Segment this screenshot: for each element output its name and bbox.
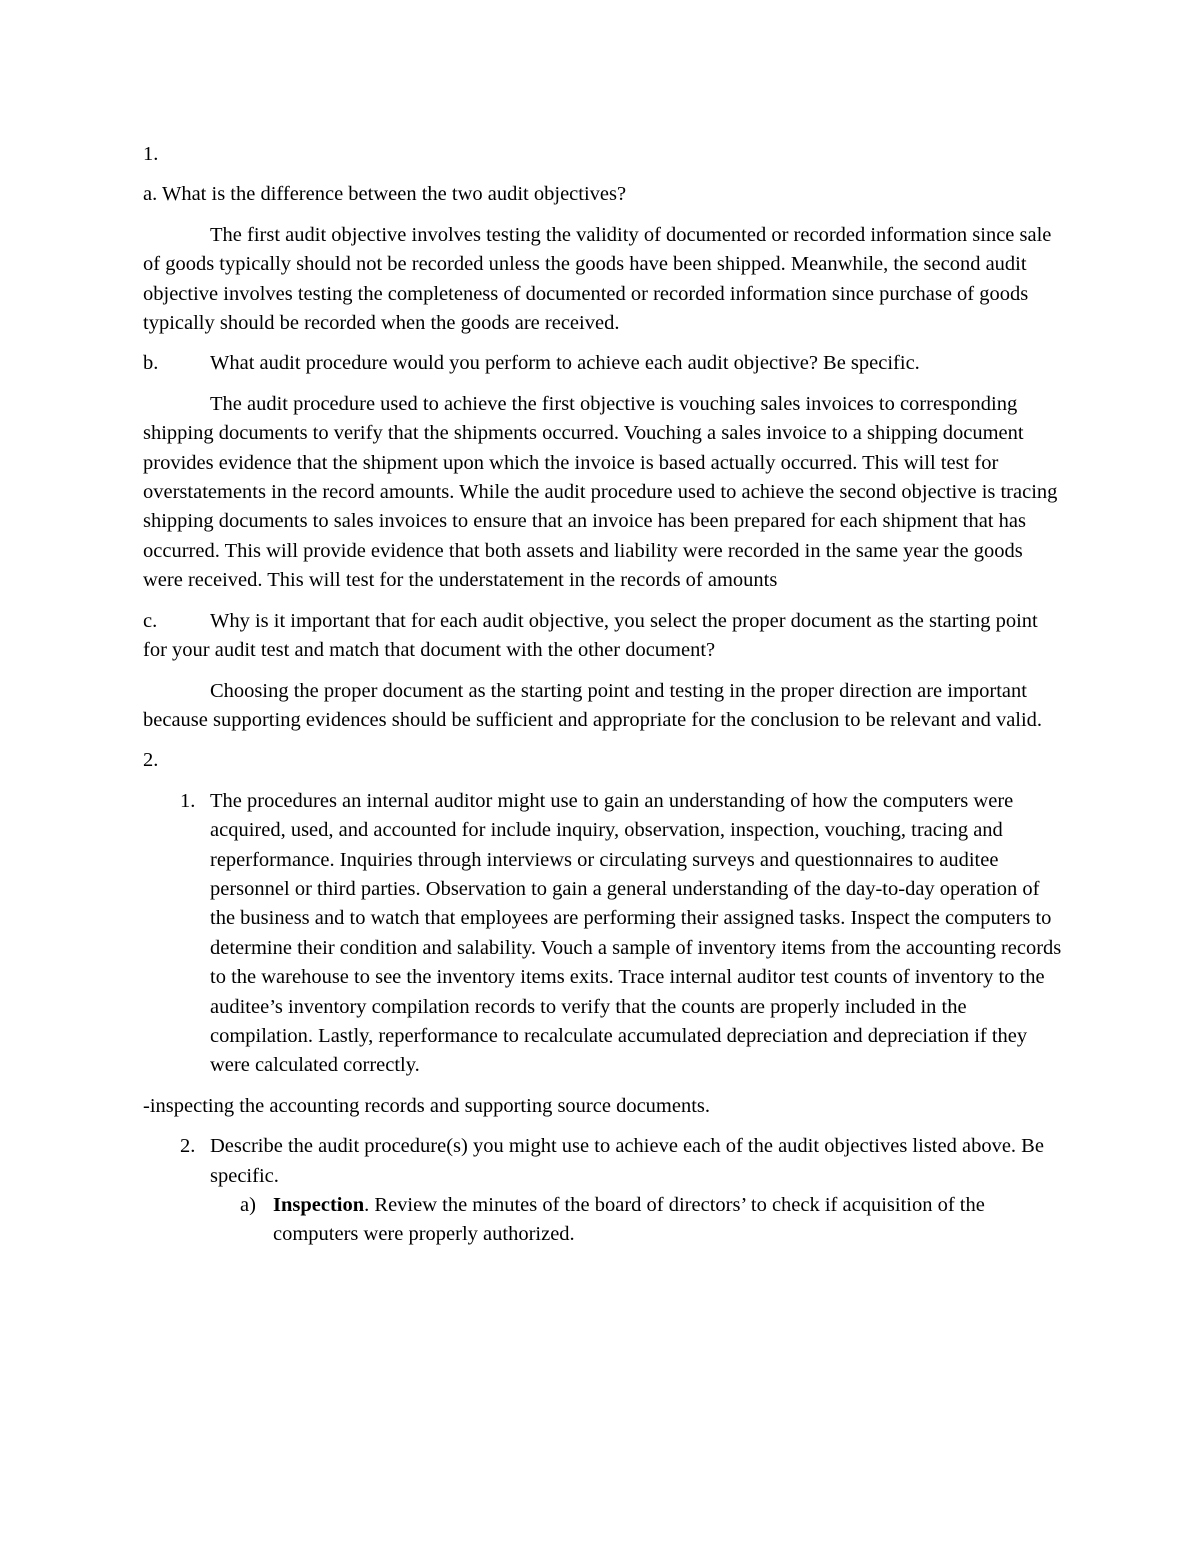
item-2-text: Describe the audit procedure(s) you might use to achieve each of the audit objectives listed above. Be specific.	[210, 1135, 1044, 1187]
sub-a-label: a)	[240, 1194, 256, 1216]
question-2-item-2	[143, 1132, 1063, 1191]
item-2-label: 2.	[180, 1135, 196, 1158]
question-1-number: 1.	[143, 143, 159, 165]
item-2-sub-a	[210, 1191, 1063, 1250]
question-1b-label: b.	[143, 352, 159, 375]
question-1c	[143, 607, 1063, 666]
question-1b	[143, 349, 1063, 378]
question-2-number: 2.	[143, 749, 159, 772]
sub-a-title: Inspection	[273, 1194, 365, 1216]
question-1c-text: Why is it important that for each audit objective, you select the proper document as the starting point for your audit test and match that document with the other document?	[143, 609, 1038, 662]
question-1c-label: c.	[143, 609, 158, 632]
answer-1c-text: Choosing the proper document as the starting point and testing in the proper direction are important because supporting evidences should be sufficient and appropriate for the conclusion to be relevant and valid.	[143, 679, 1043, 731]
document-page	[143, 140, 1063, 1250]
question-1a-text: a. What is the difference between the two audit objectives?	[143, 183, 627, 206]
note-text: -inspecting the accounting records and supporting source documents.	[143, 1094, 711, 1117]
question-1b-text: What audit procedure would you perform to achieve each audit objective? Be specific.	[210, 352, 920, 375]
answer-1a-text: The first audit objective involves testing the validity of documented or recorded information since sale of goods typically should not be recorded unless the goods have been shipped. Meanwhile, the second audit objective involves testing the completeness of documented or recorded information since purchase of goods typically should be recorded when the goods are received.	[143, 223, 1052, 335]
item-1-label: 1.	[180, 789, 196, 812]
answer-1b-text: The audit procedure used to achieve the first objective is vouching sales invoices to corresponding shipping documents to verify that the shipments occurred. Vouching a sales invoice to a shipping document provides evidence that the shipment upon which the invoice is based actually occurred. This will test for overstatements in the record amounts. While the audit procedure used to achieve the second objective is tracing shipping documents to sales invoices to ensure that an invoice has been prepared for each shipment that has occurred. This will provide evidence that both assets and liability were recorded in the same year the goods were received. This will test for the understatement in the records of amounts	[143, 392, 1058, 592]
item-1-text: The procedures an internal auditor might use to gain an understanding of how the computers were acquired, used, and accounted for include inquiry, observation, inspection, vouching, tracing and reperformance. Inquiries through interviews or circulating surveys and questionnaires to auditee personnel or third parties. Observation to gain a general understanding of the day-to-day operation of the business and to watch that employees are performing their assigned tasks. Inspect the computers to determine their condition and salability. Vouch a sample of inventory items from the accounting records to the warehouse to see the inventory items exits. Trace internal auditor test counts of inventory to the auditee’s inventory compilation records to verify that the counts are properly included in the compilation. Lastly, reperformance to recalculate accumulated depreciation and depreciation if they were calculated correctly.	[210, 789, 1062, 1077]
sub-a-text: . Review the minutes of the board of directors’ to check if acquisition of the computers were properly authorized.	[273, 1194, 985, 1246]
question-2-item-1	[143, 787, 1063, 1081]
